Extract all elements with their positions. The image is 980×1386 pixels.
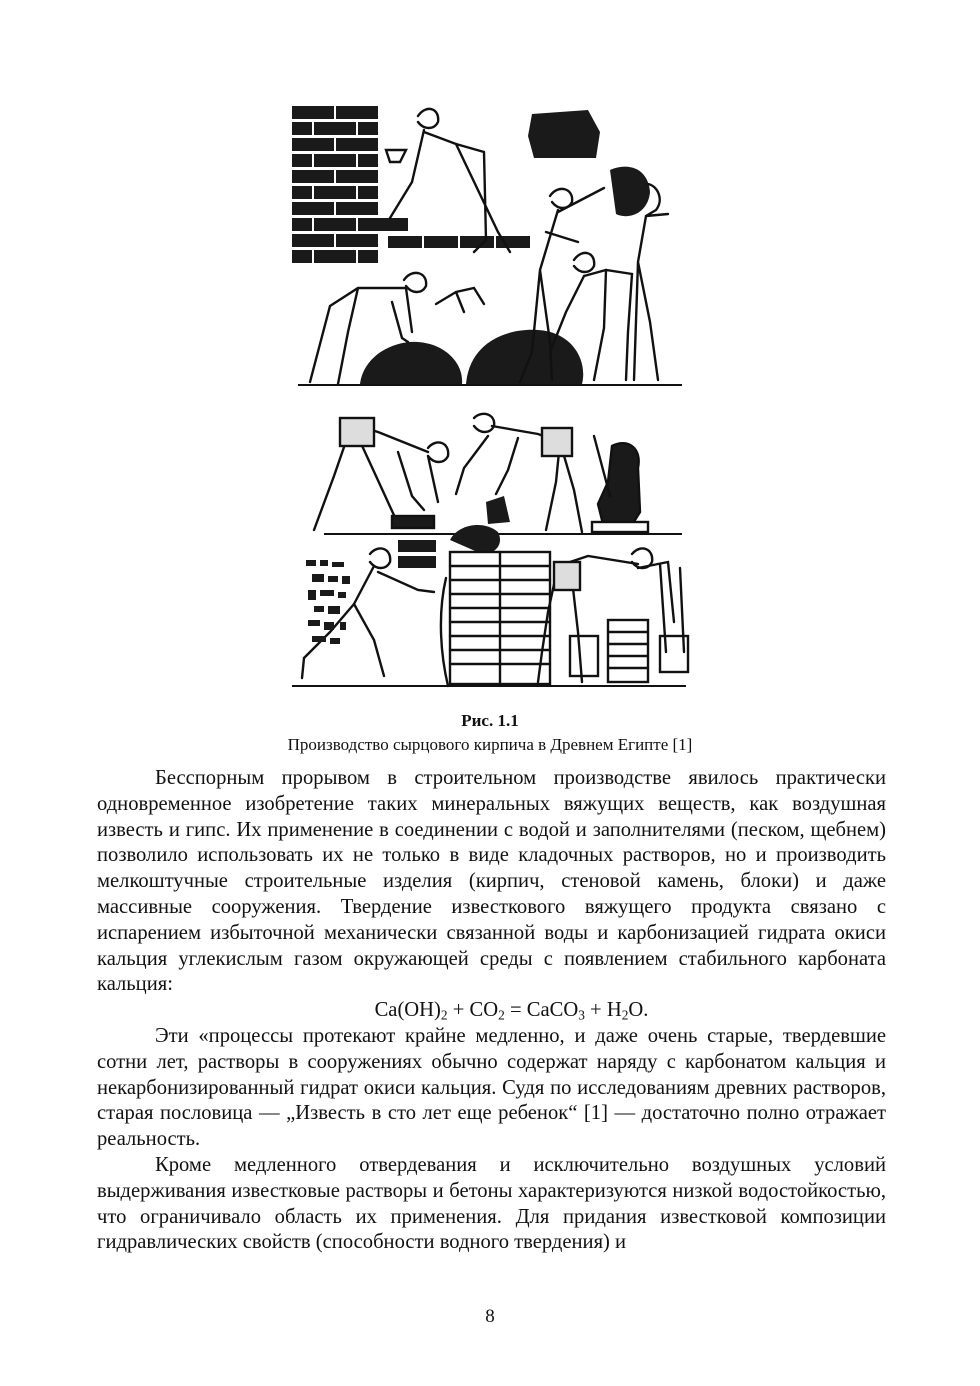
paragraph-3: Кроме медленного отвердевания и исключительно воздушных условий выдерживания известковые растворы и бетоны характеризуются низкой водостойкостью, что ограничивало область их применения. Для придания известковой композиции гидравлических свойств (способности водного твердения) и	[97, 1153, 886, 1254]
middle-workers	[314, 414, 648, 532]
figure-illustration	[288, 92, 690, 692]
figure-caption: Производство сырцового кирпича в Древнем Египте [1]	[287, 735, 693, 754]
formula: $Ca(OH)_2 + CO_2$ = CaCO$_3$ + $H_2O$.	[374, 999, 649, 1023]
page-number: 8	[485, 1306, 495, 1327]
hieroglyphs	[306, 560, 350, 644]
paragraph-1: Бесспорным прорывом в строительном производстве явилось практически одновременное изобретение таких минеральных вяжущих веществ, как воздушная известь и гипс. Их применение в соединении с водой и заполнителями (песком, щебнем) позволило использовать их не только в виде кладочных растворов, но и производить мелкоштучные строительные изделия (кирпич, стеновой камень, блоки) и даже массивные сооружения. Твердение известкового вяжущего продукта связано с испарением избыточной механически связанной воды и карбонизацией гидрата окиси кальция углекислым газом окружающей среды с появлением стабильного карбоната кальция:	[97, 767, 886, 996]
paragraph-2: Эти «процессы протекают крайне медленно, и даже очень старые, твердевшие сотни лет, растворы в сооружениях обычно содержат наряду с карбонатом кальция и некарбонизированный гидрат окиси кальция. Судя по исследованиям древних растворов, старая пословица — „Известь в сто лет еще ребенок“ [1] — достаточно полно отражает реальность.	[97, 1024, 886, 1151]
figure-label: Рис. 1.1	[461, 711, 519, 730]
body-text	[97, 766, 886, 1256]
lower-workers	[302, 540, 688, 686]
